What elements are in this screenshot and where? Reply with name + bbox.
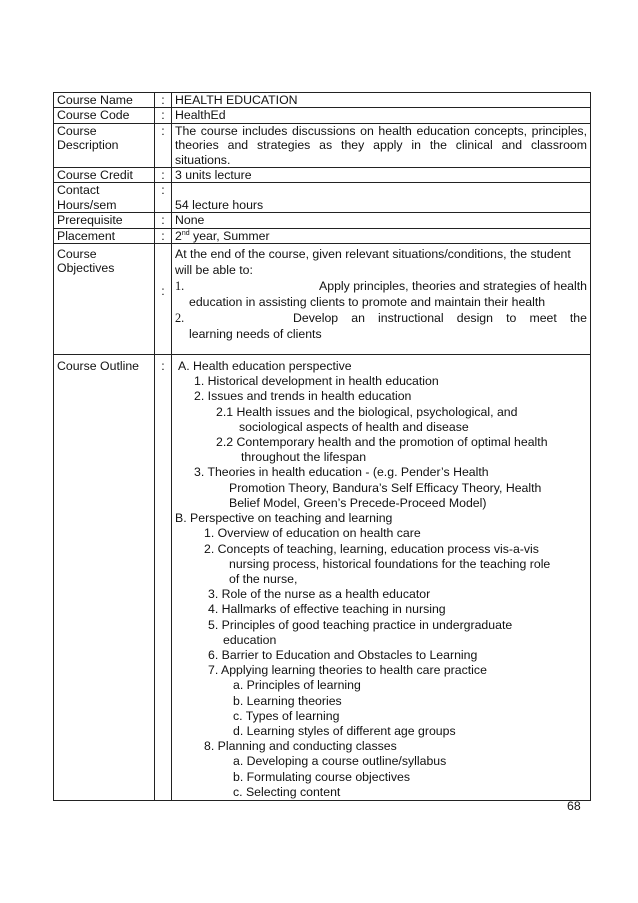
objective-item <box>175 279 587 310</box>
colon: : <box>155 244 172 355</box>
course-syllabus-table <box>53 92 591 801</box>
outline-line: 8. Planning and conducting classes <box>204 739 397 754</box>
row-label: Prerequisite <box>54 213 155 228</box>
outline-line: sociological aspects of health and disease <box>239 419 469 434</box>
course-objectives-row <box>54 244 591 355</box>
outline-line: 2. Concepts of teaching, learning, education process vis-a-vis <box>204 541 539 556</box>
outline-line: 5. Principles of good teaching practice in undergraduate <box>208 617 513 632</box>
course-description-row <box>54 123 591 167</box>
course-code-row <box>54 108 591 123</box>
row-label: Placement <box>54 228 155 243</box>
outline-line: Belief Model, Green’s Precede-Proceed Model) <box>229 495 487 510</box>
outline-line: A. Health education perspective <box>178 359 352 374</box>
row-label: Course Objectives <box>54 244 155 355</box>
placement-row <box>54 228 591 243</box>
row-label: Course Code <box>54 108 155 123</box>
objectives-intro: At the end of the course, given relevant situations/conditions, the student will be able to: <box>175 247 571 277</box>
outline-line: 1. Overview of education on health care <box>204 526 421 541</box>
colon: : <box>155 228 172 243</box>
course-credit-value: 3 units lecture <box>172 168 591 183</box>
row-label: Course Description <box>54 123 155 167</box>
course-credit-row <box>54 168 591 183</box>
prerequisite-value: None <box>172 213 591 228</box>
page-number: 68 <box>567 799 581 813</box>
objective-text-continued: education in assisting clients to promote and maintain their health <box>189 294 546 309</box>
row-label: Contact Hours/sem <box>54 183 155 213</box>
outline-line: Promotion Theory, Bandura’s Self Efficacy Theory, Health <box>229 480 542 495</box>
outline-line: 2.2 Contemporary health and the promotion of optimal health <box>216 435 548 450</box>
colon: : <box>155 108 172 123</box>
colon: : <box>155 183 172 213</box>
outline-line: b. Learning theories <box>233 693 342 708</box>
colon: : <box>155 213 172 228</box>
course-outline-row <box>54 355 591 801</box>
contact-hours-value: 54 lecture hours <box>172 183 591 213</box>
course-objectives-value <box>172 244 591 355</box>
row-label: Course Credit <box>54 168 155 183</box>
outline-line: B. Perspective on teaching and learning <box>175 511 393 526</box>
outline-line: nursing process, historical foundations for the teaching role <box>229 556 551 571</box>
outline-line: 3. Role of the nurse as a health educator <box>208 587 431 602</box>
colon: : <box>155 168 172 183</box>
row-label: Course Name <box>54 93 155 108</box>
outline-line: 7. Applying learning theories to health care practice <box>208 663 487 678</box>
objective-text: Apply principles, theories and strategies of health <box>319 279 587 294</box>
outline-line: education <box>223 632 277 647</box>
course-outline-value <box>172 355 591 801</box>
objective-item <box>175 311 587 342</box>
objective-number: 1. <box>175 279 185 294</box>
outline-line: a. Principles of learning <box>233 678 361 693</box>
placement-ordinal-suffix: nd <box>181 229 190 237</box>
course-code-value: HealthEd <box>172 108 591 123</box>
outline-line: throughout the lifespan <box>241 450 367 465</box>
placement-year-number: 2 <box>175 228 182 243</box>
outline-line: c. Selecting content <box>233 784 341 799</box>
outline-line: a. Developing a course outline/syllabus <box>233 754 447 769</box>
placement-year-text: year, Summer <box>189 228 270 243</box>
row-label: Course Outline <box>54 355 155 801</box>
outline-line: b. Formulating course objectives <box>233 769 411 784</box>
outline-line: 4. Hallmarks of effective teaching in nursing <box>208 602 446 617</box>
course-name-row <box>54 93 591 108</box>
prerequisite-row <box>54 213 591 228</box>
objective-text-continued: learning needs of clients <box>189 326 322 341</box>
outline-line: 2. Issues and trends in health education <box>194 389 412 404</box>
outline-line: 3. Theories in health education - (e.g. Pender’s Health <box>194 465 489 480</box>
outline-line: 1. Historical development in health education <box>194 374 439 389</box>
colon: : <box>155 355 172 801</box>
course-description-value: The course includes discussions on health education concepts, principles, theories and strategies as they apply in the clinical and classroom situations. <box>172 123 591 167</box>
outline-line: c. Types of learning <box>233 708 340 723</box>
objective-number: 2. <box>175 311 185 326</box>
contact-hours-row <box>54 183 591 213</box>
outline-line: of the nurse, <box>229 571 298 586</box>
colon: : <box>155 93 172 108</box>
outline-line: 6. Barrier to Education and Obstacles to Learning <box>208 647 478 662</box>
outline-line: d. Learning styles of different age groups <box>233 723 456 738</box>
outline-line: 2.1 Health issues and the biological, psychological, and <box>216 404 518 419</box>
colon: : <box>155 123 172 167</box>
placement-value <box>172 228 591 243</box>
course-name-value: HEALTH EDUCATION <box>172 93 591 108</box>
objective-text: Develop an instructional design to meet the <box>293 311 587 326</box>
